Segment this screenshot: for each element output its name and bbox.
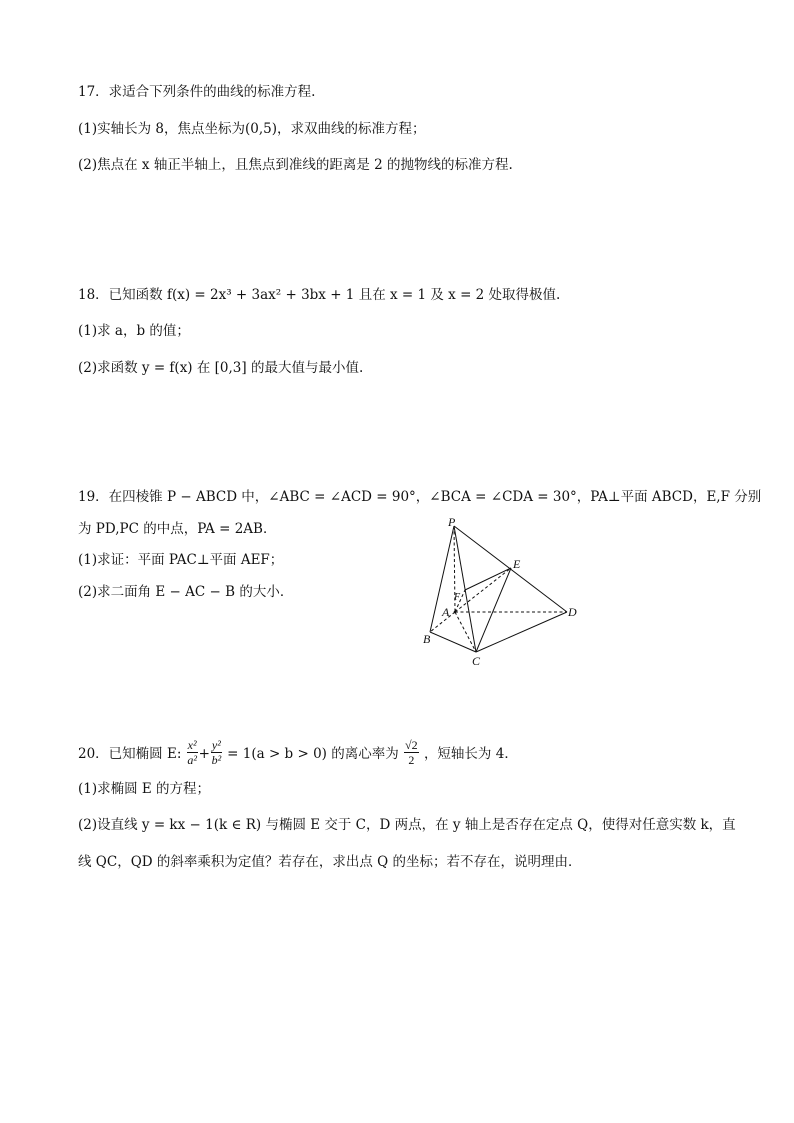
fraction-x-den: a²	[187, 753, 197, 767]
q20-title-pre: 20．已知椭圆 E:	[78, 746, 182, 762]
q20-part1: (1)求椭圆 E 的方程；	[78, 781, 211, 797]
q19-part1: (1)求证：平面 PAC⊥平面 AEF；	[78, 552, 284, 568]
plus-sign: +	[198, 746, 210, 762]
q20-title-post: ，短轴长为 4．	[423, 746, 518, 762]
q17-title: 17．求适合下列条件的曲线的标准方程.	[78, 84, 316, 100]
q20-part2-cont: 线 QC，QD 的斜率乘积为定值？若存在，求出点 Q 的坐标；若不存在，说明理由．	[78, 854, 582, 870]
label-A: A	[442, 605, 450, 619]
q20-condition: = 1(a > b > 0) 的离心率为	[227, 746, 399, 762]
fraction-x-num: x²	[187, 738, 197, 752]
label-B: B	[423, 632, 431, 646]
label-P: P	[448, 515, 456, 529]
q18-part1: (1)求 a，b 的值；	[78, 323, 190, 339]
fraction-x	[187, 738, 198, 767]
q17-part1: (1)实轴长为 8，焦点坐标为(0,5)，求双曲线的标准方程；	[78, 121, 426, 137]
eccentricity-den: 2	[408, 753, 415, 767]
label-C: C	[472, 654, 481, 668]
q20-title	[78, 740, 518, 769]
fraction-y-num: y²	[211, 738, 221, 752]
q19-title-cont: 为 PD,PC 的中点，PA = 2AB．	[78, 521, 277, 537]
fraction-y-den: b²	[211, 753, 222, 767]
fraction-y	[211, 738, 222, 767]
q20-part2: (2)设直线 y = kx − 1(k ∈ R) 与椭圆 E 交于 C，D 两点，在 y 轴上是否存在定点 Q，使得对任意实数 k，直	[78, 817, 736, 833]
q18-part2: (2)求函数 y = f(x) 在 [0,3] 的最大值与最小值.	[78, 360, 364, 376]
q19-part2: (2)求二面角 E − AC − B 的大小．	[78, 584, 294, 600]
q17-part2: (2)焦点在 x 轴正半轴上，且焦点到准线的距离是 2 的抛物线的标准方程.	[78, 157, 513, 173]
q19-title: 19．在四棱锥 P − ABCD 中，∠ABC = ∠ACD = 90°，∠BCA = ∠CDA = 30°，PA⊥平面 ABCD，E,F 分别	[78, 489, 762, 505]
label-D: D	[568, 605, 577, 619]
label-F: F	[454, 592, 461, 603]
q18-title: 18．已知函数 f(x) = 2x³ + 3ax² + 3bx + 1 且在 x = 1 及 x = 2 处取得极值.	[78, 287, 561, 303]
eccentricity-num: √2	[405, 738, 418, 752]
pyramid-figure	[410, 512, 590, 672]
eccentricity-fraction	[404, 738, 419, 767]
label-E: E	[513, 557, 521, 571]
